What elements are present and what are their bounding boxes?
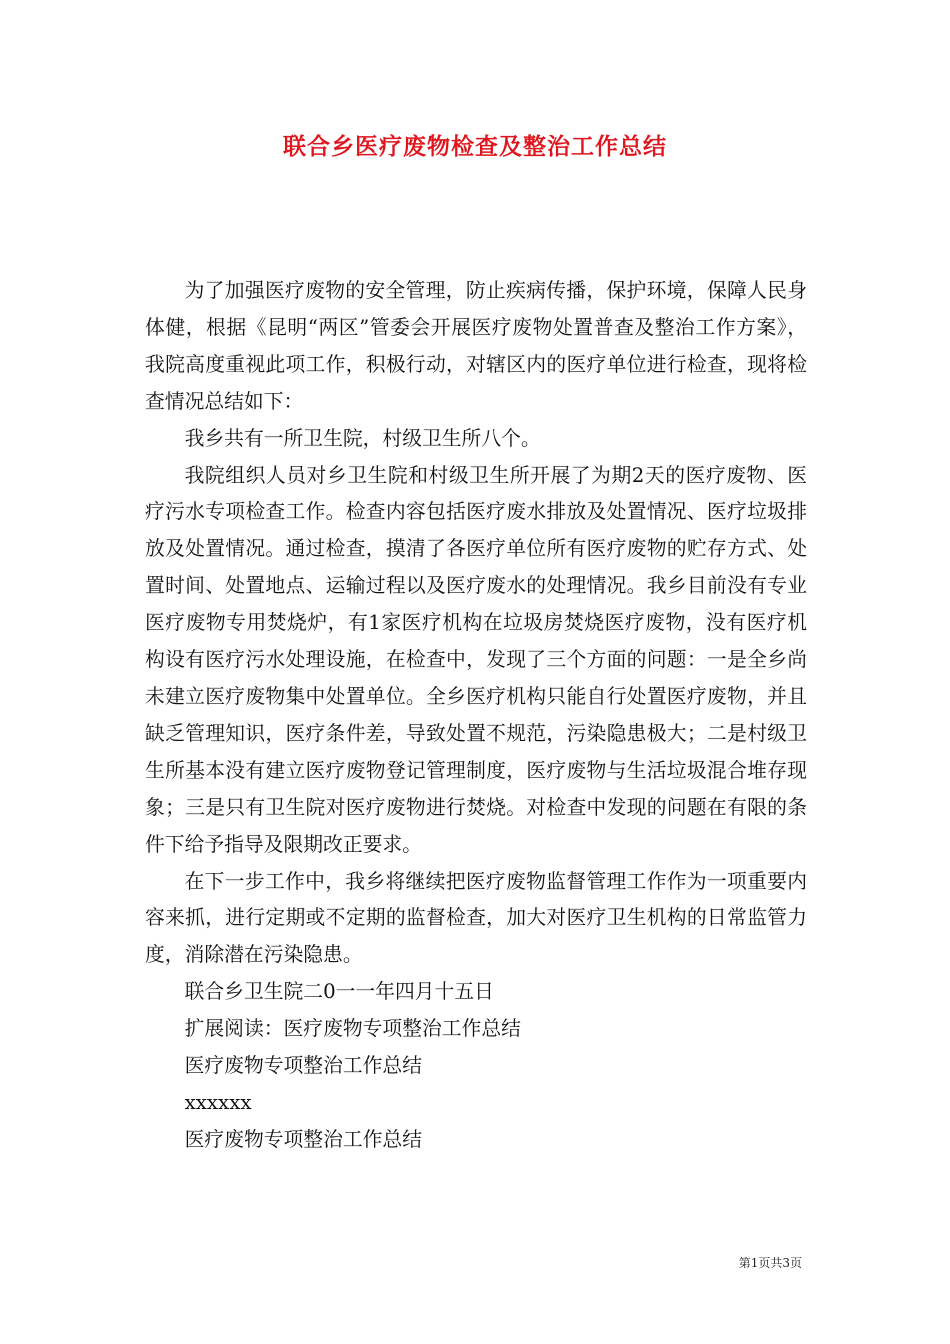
paragraph-intro: 为了加强医疗废物的安全管理，防止疾病传播，保护环境，保障人民身体健，根据《昆明“两区”管委会开展医疗废物处置普查及整治工作方案》，我院高度重视此项工作，积极行动，对辖区内的医疗单位进行检查，现将检查情况总结如下： [145,279,807,413]
page-number: 第1页共3页 [738,1256,802,1270]
author-placeholder: xxxxxx [184,1090,252,1114]
subheading-summary-repeat: 医疗废物专项整治工作总结 [184,1127,422,1151]
signature-date: 联合乡卫生院二0一一年四月十五日 [184,980,494,1004]
subheading-summary: 医疗废物专项整治工作总结 [184,1054,422,1078]
paragraph-next-steps: 在下一步工作中，我乡将继续把医疗废物监督管理工作作为一项重要内容来抓，进行定期或不定期的监督检查，加大对医疗卫生机构的日常监管力度，消除潜在污染隐患。 [145,869,807,967]
paragraph-inspection: 我院组织人员对乡卫生院和村级卫生所开展了为期2天的医疗废物、医疗污水专项检查工作。检查内容包括医疗废水排放及处置情况、医疗垃圾排放及处置情况。通过检查，摸清了各医疗单位所有医疗废物的贮存方式、处置时间、处置地点、运输过程以及医疗废水的处理情况。我乡目前没有专业医疗废物专用焚烧炉，有1家医疗机构在垃圾房焚烧医疗废物，没有医疗机构设有医疗污水处理设施，在检查中，发现了三个方面的问题：一是全乡尚未建立医疗废物集中处置单位。全乡医疗机构只能自行处置医疗废物，并且缺乏管理知识，医疗条件差，导致处置不规范，污染隐患极大；二是村级卫生所基本没有建立医疗废物登记管理制度，医疗废物与生活垃圾混合堆存现象；三是只有卫生院对医疗废物进行焚烧。对检查中发现的问题在有限的条件下给予指导及限期改正要求。 [145,463,807,856]
document-title: 联合乡医疗废物检查及整治工作总结 [283,133,667,160]
extended-reading: 扩展阅读：医疗废物专项整治工作总结 [184,1017,521,1041]
document-body [145,273,807,1159]
paragraph-facilities: 我乡共有一所卫生院，村级卫生所八个。 [184,426,541,450]
